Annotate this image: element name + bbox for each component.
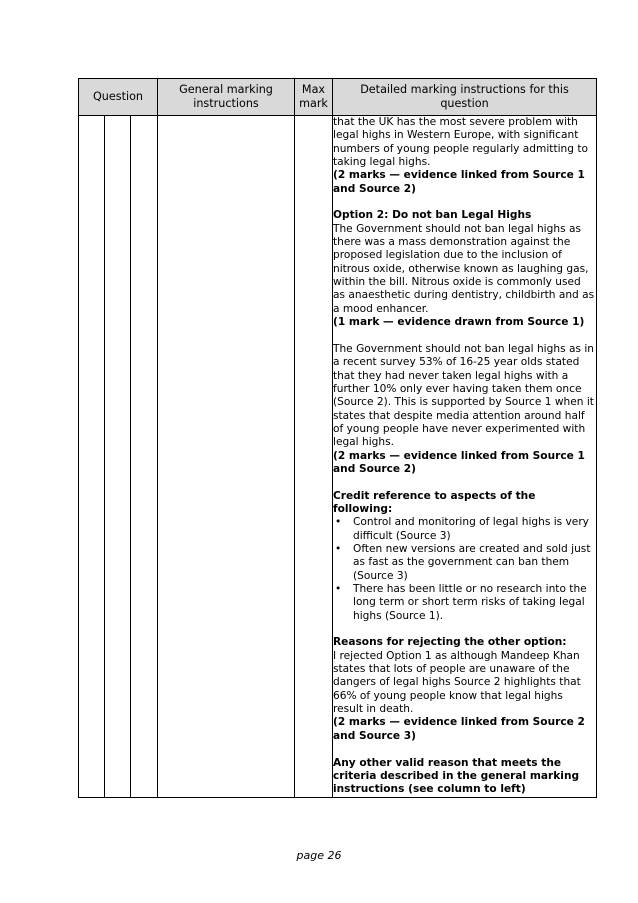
question-cell-3 — [131, 116, 158, 798]
header-question: Question — [79, 79, 158, 116]
mark-note: (2 marks — evidence linked from Source 1 and Source 2) — [333, 449, 585, 475]
bullet-icon: • — [335, 583, 342, 596]
question-cell-2 — [105, 116, 131, 798]
header-detailed-instructions: Detailed marking instructions for this question — [333, 79, 597, 116]
paragraph-rejection: I rejected Option 1 as although Mandeep Khan states that lots of people are unaware of the dangers of legal highs Source 2 highlights that 66% of young people know that legal highs result in death. — [333, 649, 581, 716]
page-number: page 26 — [296, 849, 342, 862]
credit-heading: Credit reference to aspects of the following: — [333, 489, 536, 515]
final-note: Any other valid reason that meets the criteria described in the general marking instructions (see column to left) — [333, 756, 580, 796]
paragraph-uk-problem: that the UK has the most severe problem with legal highs in Western Europe, with significant numbers of young people regularly admitting to taking legal highs. — [333, 116, 588, 169]
credit-list — [333, 516, 596, 623]
mark-note: (2 marks — evidence linked from Source 1 and Source 2) — [333, 169, 585, 195]
paragraph-demonstration: The Government should not ban legal highs as there was a mass demonstration against the proposed legislation due to the inclusion of nitrous oxide, otherwise known as laughing gas, within the bill. Nitrous oxide is commonly used as anaesthetic during dentistry, childbirth and as a mood enhancer. — [333, 222, 595, 315]
list-item: • Control and monitoring of legal highs is very difficult (Source 3) — [335, 516, 589, 542]
mark-note: (2 marks — evidence linked from Source 2 and Source 3) — [333, 716, 585, 742]
content-row — [79, 116, 597, 798]
general-marking-cell — [158, 116, 295, 798]
list-item: • There has been little or no research into the long term or short term risks of taking legal highs (Source 1). — [335, 583, 587, 622]
max-mark-cell — [295, 116, 333, 798]
bullet-icon: • — [335, 543, 342, 555]
header-row — [79, 79, 597, 116]
paragraph-survey: The Government should not ban legal highs as in a recent survey 53% of 16-25 year olds stated that they had never taken legal highs with a further 10% only ever having taken them once (Source 2). This is supported by Source 1 when it states that despite media attention around half of young people have never experimented with legal highs. — [333, 342, 594, 449]
bullet-icon: • — [335, 516, 342, 529]
question-cell-1 — [79, 116, 105, 798]
header-max-mark: Max mark — [295, 79, 333, 116]
mark-note: (1 mark — evidence drawn from Source 1) — [333, 316, 585, 329]
option-2-heading: Option 2: Do not ban Legal Highs — [333, 209, 532, 222]
reasons-heading: Reasons for rejecting the other option: — [333, 636, 567, 649]
detailed-instructions-cell — [333, 116, 597, 798]
list-item: • Often new versions are created and sold just as fast as the government can ban them (Source 3) — [335, 543, 591, 582]
header-general-marking: General marking instructions — [158, 79, 295, 116]
marking-table — [78, 78, 597, 798]
